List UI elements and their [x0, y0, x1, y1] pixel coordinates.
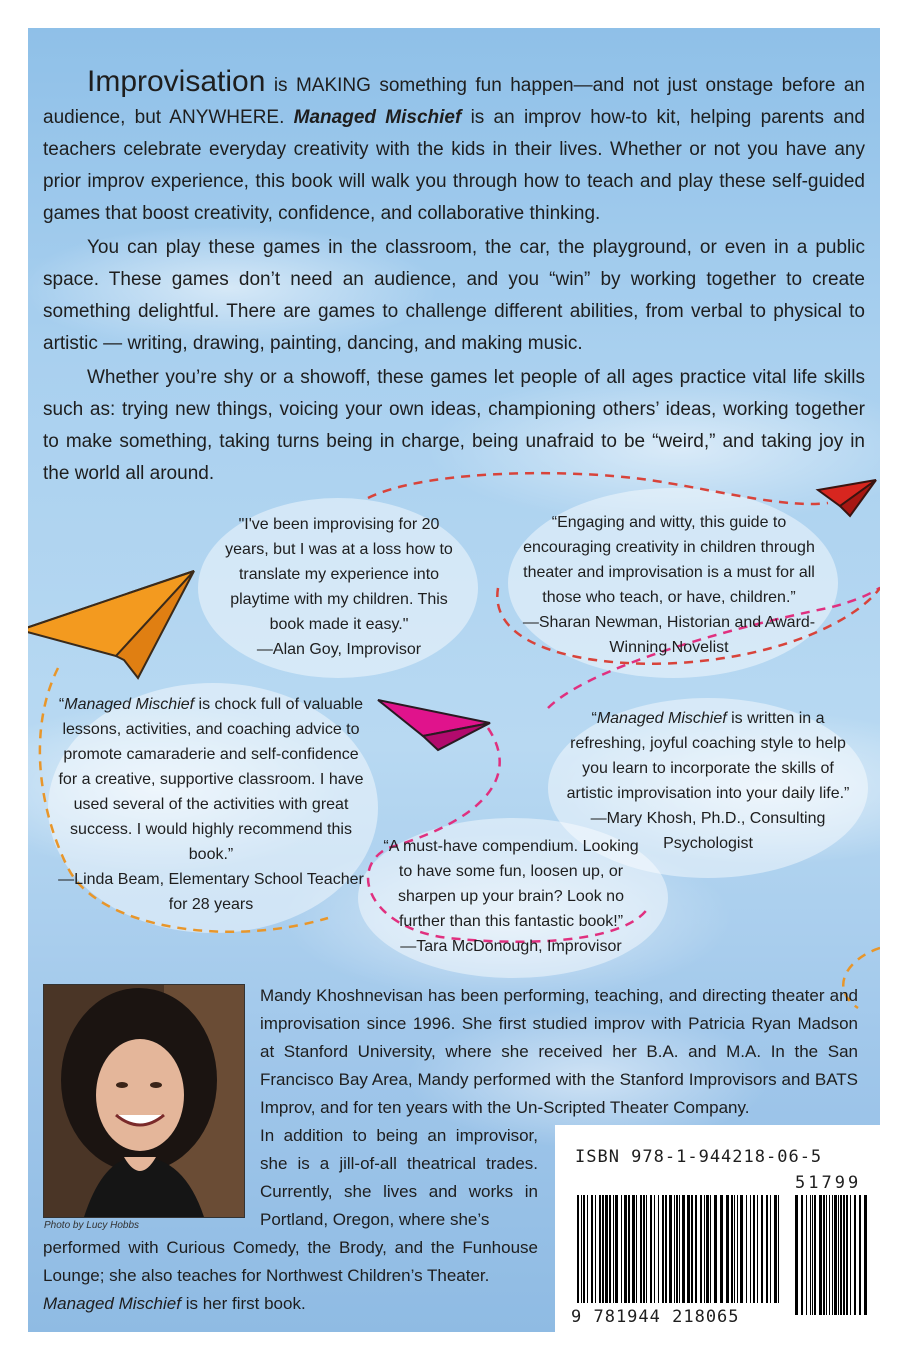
author-photo: [43, 984, 245, 1218]
barcode-bar: [757, 1195, 758, 1303]
photo-credit: Photo by Lucy Hobbs: [44, 1220, 140, 1231]
barcode-bar: [695, 1195, 697, 1303]
addon-bar: [850, 1195, 851, 1315]
addon-bar: [843, 1195, 845, 1315]
barcode-bar: [720, 1195, 723, 1303]
quote-attribution: —Alan Goy, Improvisor: [256, 641, 422, 658]
barcode-bar: [654, 1195, 655, 1303]
book-title: Managed Mischief: [293, 107, 462, 128]
barcode-bar: [726, 1195, 729, 1303]
barcode-bar: [636, 1195, 637, 1303]
barcode-bar: [662, 1195, 664, 1303]
barcode-bar: [778, 1195, 779, 1303]
barcode-bar: [669, 1195, 672, 1303]
magenta-paper-plane-icon: [378, 700, 490, 750]
barcode-bar: [761, 1195, 763, 1303]
quote-attribution: —Tara McDonough, Improvisor: [400, 938, 622, 955]
addon-bar: [834, 1195, 837, 1315]
back-cover: [28, 28, 880, 1332]
barcode-bar: [740, 1195, 743, 1303]
book-title: Managed Mischief: [43, 1294, 181, 1313]
author-bio-mid: In addition to being an improvisor, she is a jill-of-all theatrical trades. Currently, she lives and works in Portland, Oregon, where she’s: [260, 1126, 538, 1229]
book-title: Managed Mischief: [596, 710, 727, 727]
barcode-bar: [734, 1195, 735, 1303]
barcode-bar: [609, 1195, 611, 1303]
barcode-bar: [658, 1195, 659, 1303]
intro-paragraph-3: Whether you’re shy or a showoff, these games let people of all ages practice vital life skills such as: trying new things, voicing your own ideas, championing others’ ideas, working together to make something, taking turns being in charge, being unafraid to be “weird,” and taking joy in the world all around.: [43, 367, 865, 484]
addon-bar: [829, 1195, 830, 1315]
quote-sharan-newman: “Engaging and witty, this guide to encouraging creativity in children through theater and improvisation is a must for all those who teach, or have, children.” —Sharan Newman, Historian and Award-Winning Novelist: [506, 510, 832, 660]
isbn-barcode: [555, 1125, 880, 1332]
barcode-bar: [737, 1195, 738, 1303]
barcode-bars: [569, 1195, 874, 1315]
addon-bar: [795, 1195, 798, 1315]
barcode-bar: [691, 1195, 693, 1303]
author-portrait: [44, 985, 244, 1217]
addon-bar: [826, 1195, 827, 1315]
price-addon-number: 51799: [795, 1173, 862, 1193]
addon-bar: [859, 1195, 861, 1315]
barcode-bar: [679, 1195, 680, 1303]
addon-bar: [801, 1195, 803, 1315]
barcode-bar: [706, 1195, 709, 1303]
quote-linda-beam: “Managed Mischief is chock full of valuable lessons, activities, and coaching advice to promote camaraderie and self-confidence for a creative, supportive classroom. I have used several of the activities with great success. I would highly recommend this book.” —Linda Beam, Elementary School Teacher for 28 years: [52, 692, 370, 917]
barcode-bar: [774, 1195, 777, 1303]
author-bio-bottom: performed with Curious Comedy, the Brody, and the Funhouse Lounge; she also teaches for Northwest Children’s Theater. Managed Mischief is her first book.: [43, 1238, 538, 1313]
quote-attribution: —Mary Khosh, Ph.D., Consulting Psychologist: [590, 810, 826, 852]
barcode-bar: [583, 1195, 585, 1303]
addon-bar: [840, 1195, 842, 1315]
barcode-digits: 9 781944 218065: [571, 1307, 740, 1327]
addon-bar: [838, 1195, 839, 1315]
barcode-bar: [650, 1195, 652, 1303]
addon-bar: [832, 1195, 833, 1315]
barcode-bar: [682, 1195, 685, 1303]
barcode-bar: [710, 1195, 711, 1303]
barcode-bar: [615, 1195, 618, 1303]
book-title: Managed Mischief: [64, 696, 195, 713]
barcode-bar: [621, 1195, 622, 1303]
quote-alan-goy: "I've been improvising for 20 years, but I was at a loss how to translate my experience into playtime with my children. This book made it easy." —Alan Goy, Improvisor: [216, 512, 462, 662]
barcode-bar: [577, 1195, 579, 1303]
author-bio-top: Mandy Khoshnevisan has been performing, teaching, and directing theater and improvisation since 1996. She first studied improv with Patricia Ryan Madson at Stanford University, where she received her B.A. and M.A. In the San Francisco Bay Area, Mandy performed with the Stanford Improvisors and BATS Improv, and for ten years with the Un-Scripted Theater Company.: [260, 986, 858, 1117]
addon-bar: [810, 1195, 811, 1315]
intro-paragraph-2: You can play these games in the classroom, the car, the playground, or even in a public space. These games don’t need an audience, and you “win” by working together to create something delightful. There are games to challenge different abilities, from verbal to physical to artistic — writing, drawing, painting, dancing, and making music.: [43, 237, 865, 354]
barcode-bar: [753, 1195, 755, 1303]
barcode-bar: [643, 1195, 645, 1303]
barcode-bar: [674, 1195, 675, 1303]
intro-text: [43, 66, 865, 490]
barcode-bar: [613, 1195, 614, 1303]
barcode-bar: [628, 1195, 630, 1303]
intro-first-word: Improvisation: [87, 65, 266, 98]
addon-bar: [864, 1195, 867, 1315]
barcode-bar: [591, 1195, 593, 1303]
barcode-bar: [605, 1195, 608, 1303]
barcode-bar: [766, 1195, 768, 1303]
quote-tara-mcdonough: “A must-have compendium. Looking to have some fun, loosen up, or sharpen up your brain? Look no further than this fantastic book!” —Tara McDonough, Improvisor: [378, 834, 644, 959]
barcode-bar: [750, 1195, 751, 1303]
barcode-bar: [624, 1195, 627, 1303]
addon-bar: [854, 1195, 856, 1315]
barcode-bar: [746, 1195, 747, 1303]
barcode-bar: [599, 1195, 601, 1303]
isbn-number: ISBN 978-1-944218-06-5: [575, 1147, 823, 1167]
intro-paragraph-1: Improvisation is MAKING something fun happen—and not just onstage before an audience, but ANYWHERE. Managed Mischief is an improv how-to kit, helping parents and teachers celebrate everyday creativity with the kids in their lives. Whether or not you have any prior improv experience, this book will walk you through how to teach and play these self-guided games that boost creativity, confidence, and collaborative thinking.: [43, 65, 865, 224]
barcode-bar: [676, 1195, 678, 1303]
barcode-bar: [714, 1195, 717, 1303]
barcode-bar: [581, 1195, 582, 1303]
barcode-bar: [646, 1195, 647, 1303]
addon-bar: [846, 1195, 848, 1315]
addon-bar: [823, 1195, 825, 1315]
barcode-bar: [704, 1195, 705, 1303]
quote-attribution: —Sharan Newman, Historian and Award-Winning Novelist: [522, 614, 816, 656]
barcode-bar: [640, 1195, 642, 1303]
barcode-bar: [595, 1195, 596, 1303]
addon-bar: [812, 1195, 813, 1315]
barcode-bar: [700, 1195, 702, 1303]
barcode-bar: [687, 1195, 690, 1303]
barcode-bar: [587, 1195, 588, 1303]
addon-bar: [819, 1195, 822, 1315]
barcode-bar: [770, 1195, 771, 1303]
addon-bar: [814, 1195, 816, 1315]
barcode-bar: [731, 1195, 733, 1303]
quote-mary-khosh: “Managed Mischief is written in a refreshing, joyful coaching style to help you learn to incorporate the skills of artistic improvisation into your daily life.” —Mary Khosh, Ph.D., Consulting Psychologist: [558, 706, 858, 856]
barcode-bar: [665, 1195, 667, 1303]
orange-paper-plane-icon: [28, 571, 194, 678]
addon-bar: [806, 1195, 807, 1315]
barcode-bar: [602, 1195, 604, 1303]
quote-attribution: —Linda Beam, Elementary School Teacher for 28 years: [58, 871, 364, 913]
barcode-bar: [632, 1195, 635, 1303]
